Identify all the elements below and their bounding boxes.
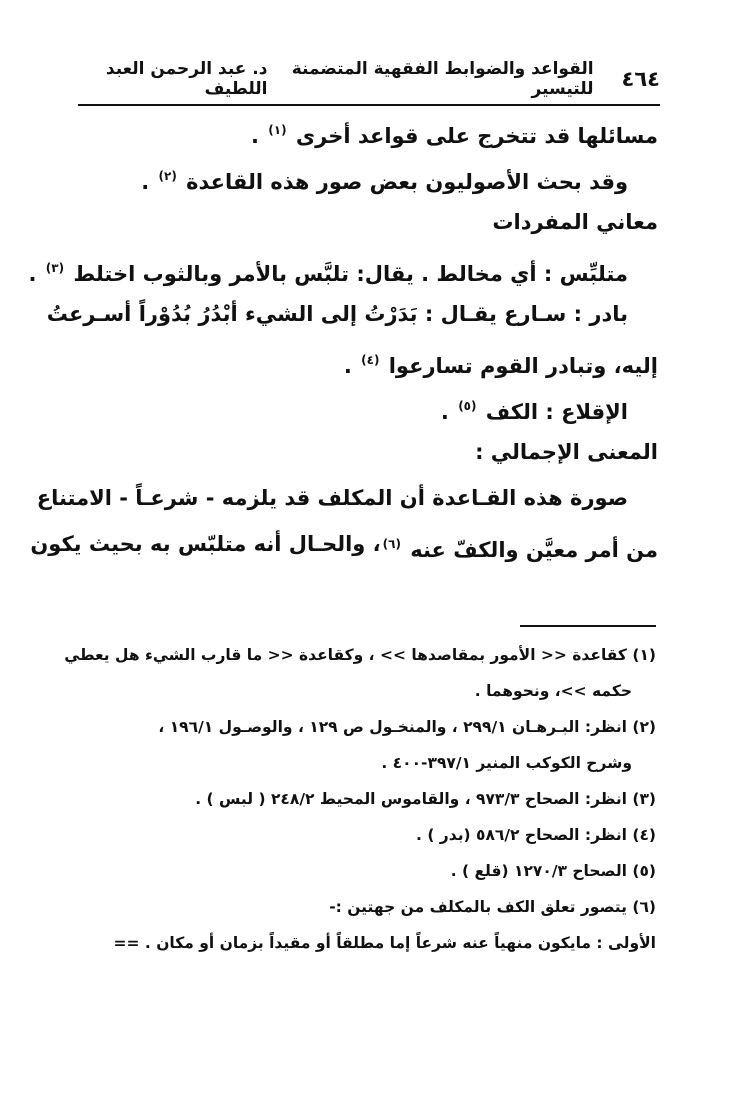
text-segment: من أمر معيَّن والكفّ عنه [410, 538, 658, 562]
footnote-ref-3: (٣) [45, 261, 65, 275]
footnote-ref-6: (٦) [382, 537, 401, 551]
page-number: ٤٦٤ [621, 67, 660, 91]
text-segment: متلبِّس : أي مخالط . يقال: تلبَّس بالأمر وبالثوب اختلط [73, 262, 628, 286]
footnote-3: (٣) انظر: الصحاح ٩٧٣/٣ ، والقاموس المحيط ٢٤٨/٢ ( لبس ) . [195, 790, 656, 808]
text-segment-b: ، والحـال أنه متلبّس به بحيث يكون [30, 532, 381, 556]
text-punct: . [343, 354, 352, 378]
footnote-5: (٥) الصحاح ١٢٧٠/٣ (قلع ) . [450, 862, 656, 880]
text-segment: وقد بحث الأصوليون بعض صور هذه القاعدة [186, 170, 628, 194]
text-line-2 [64, 164, 658, 210]
footnote-1: (١) كقاعدة << الأمور بمقاصدها >> ، وكقاعدة << ما قارب الشيء هل يعطي [64, 646, 656, 664]
header-text [78, 59, 594, 99]
text-punct: . [141, 170, 150, 194]
footnote-6-cont: الأولى : مايكون منهياً عنه شرعاً إما مطلقاً أو مقيداً بزمان أو مكان . == [113, 934, 656, 952]
text-punct: . [440, 400, 449, 424]
text-segment: الإقلاع : الكف [485, 400, 628, 424]
footnote-ref-2: (٢) [158, 169, 177, 183]
page-header [78, 59, 660, 99]
book-title: القواعد والضوابط الفقهية المتضمنة للتيسير [291, 59, 594, 99]
text-line-7: صورة هذه القـاعدة أن المكلف قد يلزمه - شرعـاً - الامتناع [36, 486, 628, 510]
footnote-2: (٢) انظر: البـرهـان ٢٩٩/١ ، والمنخـول ص ١٢٩ ، والوصـول ١٩٦/١ ، [158, 718, 656, 736]
text-line-4: بادر : سـارع يقـال : بَدَرْتُ إلى الشيء أبْدُرُ بُدُوْراً أسـرعتُ [46, 302, 628, 326]
text-segment: مسائلها قد تتخرج على قواعد أخرى [295, 124, 658, 148]
author-name: د. عبد الرحمن العبد اللطيف [105, 59, 268, 99]
section-heading-vocabulary: معاني المفردات [492, 210, 658, 234]
footnote-ref-5: (٥) [458, 399, 477, 413]
text-punct: . [28, 262, 37, 286]
text-punct: . [251, 124, 259, 148]
text-line-6 [64, 394, 658, 440]
footnote-6: (٦) يتصور تعلق الكف بالمكلف من جهتين :- [329, 898, 656, 916]
text-segment-a [381, 532, 658, 578]
footnote-1-cont: حكمه >>، ونحوهما . [474, 682, 632, 700]
header-divider [78, 104, 660, 106]
footnote-ref-1: (١) [268, 123, 287, 137]
text-line-5 [64, 348, 658, 394]
main-text [28, 118, 658, 578]
text-segment: إليه، وتبادر القوم تسارعوا [388, 354, 658, 378]
footnotes [64, 645, 656, 969]
text-line-8 [30, 532, 658, 578]
section-heading-general-meaning: المعنى الإجمالي : [475, 440, 658, 464]
text-line-3 [28, 256, 658, 302]
text-line-1 [64, 118, 658, 164]
footnote-separator [520, 625, 656, 627]
footnote-ref-4: (٤) [361, 353, 380, 367]
footnote-2-cont: وشرح الكوكب المنير ٣٩٧/١-٤٠٠ . [381, 754, 632, 772]
footnote-4: (٤) انظر: الصحاح ٥٨٦/٢ (بدر ) . [416, 826, 656, 844]
